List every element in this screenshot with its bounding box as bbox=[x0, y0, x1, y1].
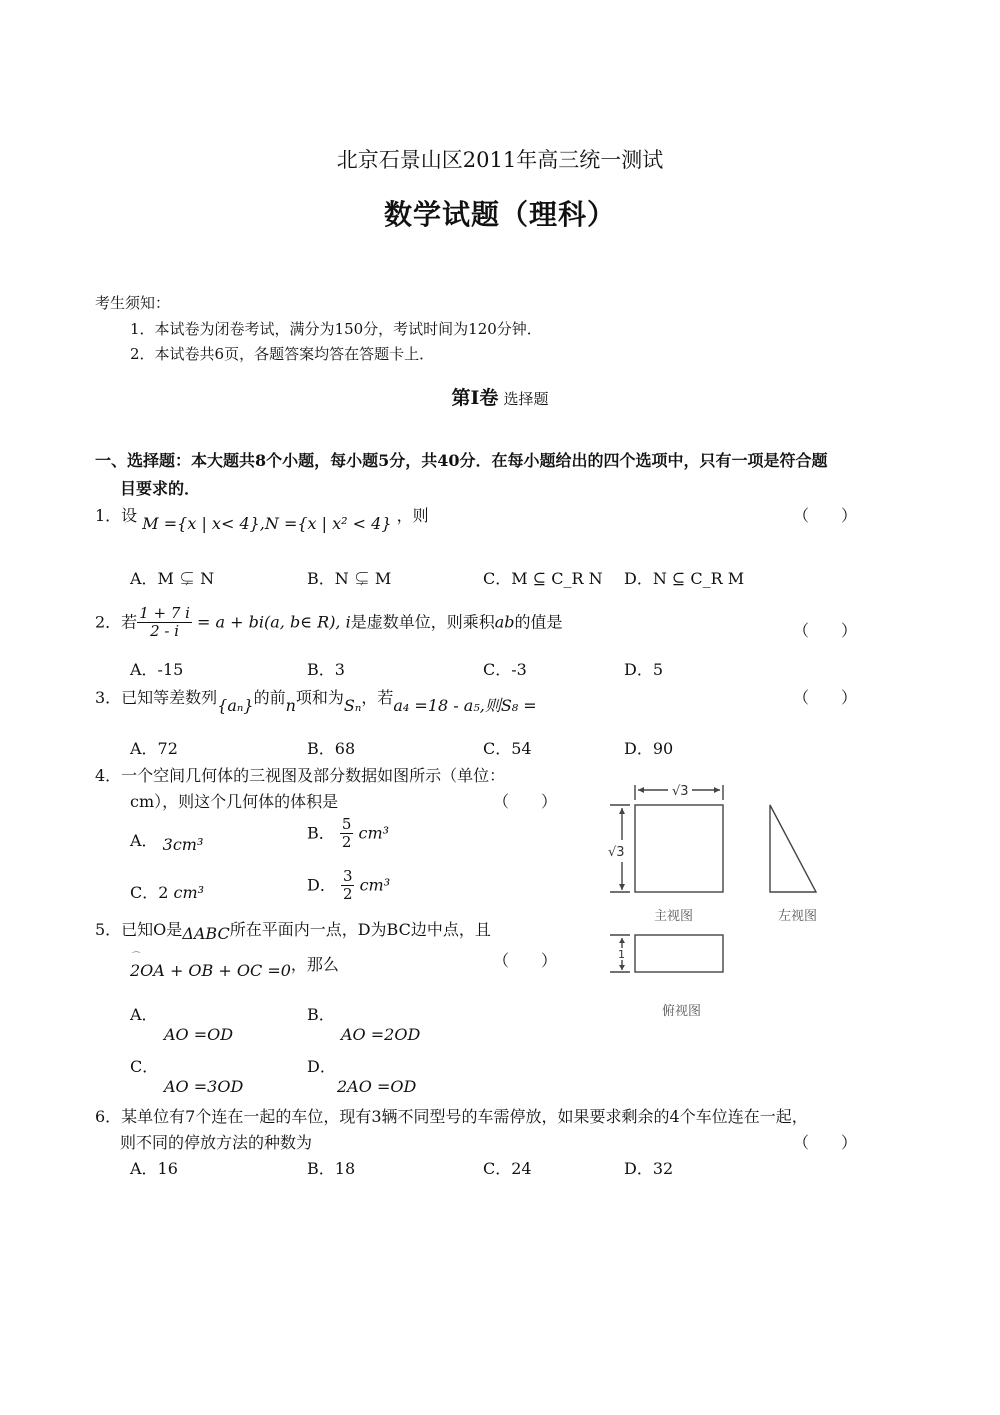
q2-fraction bbox=[137, 605, 192, 641]
q1-suffix: ，则 bbox=[396, 506, 429, 525]
q5-equation-line bbox=[130, 952, 339, 980]
q4-option-d[interactable] bbox=[307, 868, 390, 904]
question-5 bbox=[95, 917, 491, 943]
section-line-1: 一、选择题：本大题共8个小题，每小题5分，共40分．在每小题给出的四个选项中，只有一项是符合题 bbox=[95, 451, 828, 470]
question-3 bbox=[95, 685, 537, 715]
q5-option-a-value: AO =OD bbox=[164, 1025, 234, 1044]
q1-option-a[interactable]: A．M ⊊ N bbox=[130, 569, 215, 588]
q3-answer-blank[interactable]: （ ） bbox=[793, 688, 858, 707]
q3-option-b[interactable]: B．68 bbox=[307, 739, 356, 758]
q2-answer-blank[interactable]: （ ） bbox=[793, 621, 858, 640]
part-sub: 选择题 bbox=[503, 390, 549, 408]
front-view-rect bbox=[635, 805, 723, 892]
q1-option-b[interactable]: B．N ⊊ M bbox=[307, 569, 392, 588]
side-view-triangle bbox=[770, 805, 816, 892]
document-subtitle: 数学试题（理科） bbox=[383, 198, 616, 231]
q3-option-d[interactable]: D．90 bbox=[624, 739, 674, 758]
question-1 bbox=[95, 503, 429, 533]
q5-option-d-value: 2AO =OD bbox=[337, 1077, 417, 1096]
q3-n: n bbox=[285, 696, 296, 715]
arrow-up-2 bbox=[619, 938, 625, 943]
q3-mid2: 项和为 bbox=[295, 688, 344, 707]
arrow-right bbox=[714, 787, 720, 793]
q6-option-b[interactable]: B．18 bbox=[307, 1159, 356, 1178]
arrow-down bbox=[619, 884, 625, 890]
q4-option-b-unit: cm³ bbox=[358, 823, 390, 843]
q2-suffix2: 的值是 bbox=[514, 612, 563, 632]
part-label: 第Ⅰ卷 bbox=[451, 387, 499, 409]
q3-seq: {aₙ} bbox=[217, 696, 254, 715]
q4-option-b[interactable] bbox=[307, 816, 389, 852]
q5-option-a[interactable] bbox=[130, 1002, 233, 1044]
section-line-2: 目要求的． bbox=[120, 479, 201, 498]
q1-answer-blank[interactable]: （ ） bbox=[793, 506, 858, 525]
arrow-up bbox=[619, 808, 625, 814]
q4-option-d-label: D． bbox=[307, 875, 336, 895]
q2-frac-num: 1 + 7 i bbox=[139, 604, 190, 622]
q4-answer-blank[interactable]: （ ） bbox=[493, 792, 558, 811]
q5-option-c-label: C． bbox=[130, 1057, 159, 1076]
q4-d-num: 3 bbox=[342, 867, 353, 885]
q5-triangle: ΔABC bbox=[182, 924, 230, 943]
q1-option-c[interactable]: C．M ⊆ C_R N bbox=[483, 569, 603, 588]
q6-line-2: 则不同的停放方法的种数为 bbox=[120, 1133, 313, 1152]
q2-option-d[interactable]: D．5 bbox=[624, 660, 664, 679]
q4-option-c[interactable] bbox=[130, 880, 204, 903]
q2-suffix: 是虚数单位，则乘积 bbox=[350, 612, 495, 632]
q6-option-a[interactable]: A．16 bbox=[130, 1159, 178, 1178]
part-heading bbox=[0, 383, 1000, 410]
q6-option-d[interactable]: D．32 bbox=[624, 1159, 674, 1178]
document-title: 北京石景山区2011年高三统一测试 bbox=[336, 148, 664, 172]
q3-option-c[interactable]: C．54 bbox=[483, 739, 532, 758]
arrow-left bbox=[638, 787, 644, 793]
q4-option-a-label: A． bbox=[130, 831, 158, 850]
q2-expr: = a + bi(a, b∈ R), i bbox=[197, 612, 351, 632]
figure-top-label: 俯视图 bbox=[662, 1004, 702, 1019]
q4-line-1: 4．一个空间几何体的三视图及部分数据如图所示（单位： bbox=[95, 766, 506, 785]
q2-option-a[interactable]: A．-15 bbox=[130, 660, 184, 679]
q5-option-a-label: A． bbox=[130, 1005, 158, 1024]
q4-option-c-label: C．2 bbox=[130, 883, 169, 902]
q1-prefix: 1．设 bbox=[95, 506, 138, 525]
q4-option-c-unit: cm³ bbox=[173, 883, 205, 902]
q1-option-d[interactable]: D．N ⊆ C_R M bbox=[624, 569, 745, 588]
figure-small-left: 1 bbox=[618, 948, 625, 961]
q4-option-a-value: 3cm³ bbox=[162, 835, 204, 854]
q5-eq-suffix: ，那么 bbox=[290, 955, 339, 974]
q2-frac-den: 2 - i bbox=[150, 622, 180, 641]
q2-prefix: 2．若 bbox=[95, 612, 138, 632]
notice-item-2: 2．本试卷共6页，各题答案均答在答题卡上． bbox=[130, 345, 435, 363]
q5-option-d[interactable] bbox=[307, 1054, 416, 1096]
q4-option-d-unit: cm³ bbox=[359, 875, 391, 895]
q5-option-b-value: AO =2OD bbox=[341, 1025, 421, 1044]
q1-expr: M ={x | x< 4},N ={x | x² < 4} bbox=[142, 514, 392, 533]
q4-d-den: 2 bbox=[342, 885, 353, 904]
q3-option-a[interactable]: A．72 bbox=[130, 739, 178, 758]
q4-option-d-frac bbox=[341, 868, 355, 904]
figure-sqrt3-left: √3 bbox=[608, 845, 625, 860]
q2-option-c[interactable]: C．-3 bbox=[483, 660, 527, 679]
q5-option-b-label: B． bbox=[307, 1005, 335, 1024]
q2-ab: ab bbox=[494, 612, 515, 632]
q4-b-num: 5 bbox=[341, 815, 352, 833]
q5-option-d-label: D． bbox=[307, 1057, 336, 1076]
q6-line-1: 6．某单位有7个连在一起的车位，现有3辆不同型号的车需停放，如果要求剩余的4个车位连在一起， bbox=[95, 1107, 808, 1126]
arrow-down-2 bbox=[619, 965, 625, 970]
question-2 bbox=[95, 605, 563, 641]
three-view-figure bbox=[570, 760, 880, 1030]
q6-answer-blank[interactable]: （ ） bbox=[793, 1133, 858, 1152]
q5-line1-pre: 5．已知O是 bbox=[95, 920, 183, 939]
q4-option-a[interactable] bbox=[130, 828, 204, 854]
q3-mid: 的前 bbox=[253, 688, 286, 707]
q5-answer-blank[interactable]: （ ） bbox=[493, 951, 558, 970]
q5-option-c[interactable] bbox=[130, 1054, 243, 1096]
q3-sn: Sₙ bbox=[343, 696, 362, 715]
q4-b-den: 2 bbox=[341, 833, 352, 852]
q6-option-c[interactable]: C．24 bbox=[483, 1159, 532, 1178]
figure-sqrt3-top: √3 bbox=[672, 784, 689, 799]
q2-option-b[interactable]: B．3 bbox=[307, 660, 345, 679]
q3-mid3: ，若 bbox=[361, 688, 394, 707]
q5-line1-post: 所在平面内一点，D为BC边中点，且 bbox=[229, 920, 491, 939]
figure-side-label: 左视图 bbox=[778, 909, 818, 924]
q5-option-c-value: AO =3OD bbox=[164, 1077, 244, 1096]
q4-option-b-label: B． bbox=[307, 823, 335, 843]
q5-option-b[interactable] bbox=[307, 1002, 420, 1044]
q3-cond: a₄ =18 - a₅,则S₈ = bbox=[393, 696, 537, 715]
q5-equation: ⌒ 2OA + OB + OC =0 bbox=[130, 961, 291, 980]
top-view-rect bbox=[635, 935, 723, 972]
q3-prefix: 3．已知等差数列 bbox=[95, 688, 218, 707]
notice-heading: 考生须知： bbox=[95, 294, 171, 312]
q4-option-b-frac bbox=[340, 816, 354, 852]
notice-item-1: 1．本试卷为闭卷考试，满分为150分，考试时间为120分钟． bbox=[130, 320, 542, 338]
figure-front-label: 主视图 bbox=[654, 909, 694, 924]
q4-line-2: cm），则这个几何体的体积是 bbox=[130, 792, 339, 811]
